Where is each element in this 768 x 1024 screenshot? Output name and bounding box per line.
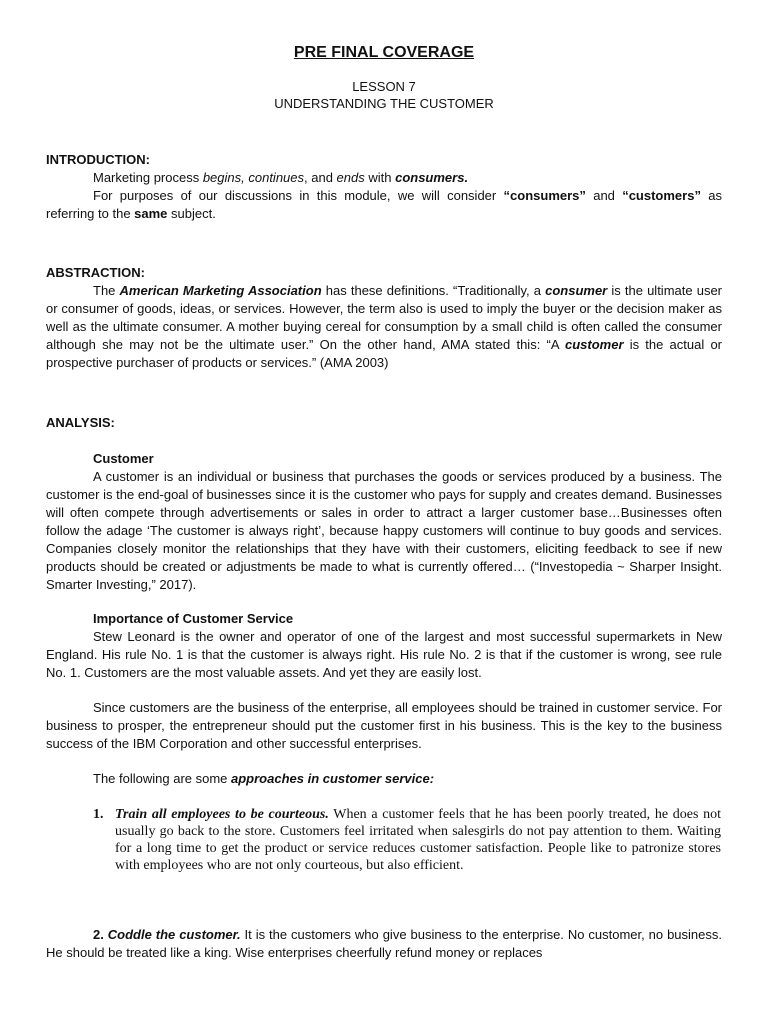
importance-heading: Importance of Customer Service xyxy=(93,611,294,626)
introduction-heading: INTRODUCTION: xyxy=(46,152,150,167)
lesson-number: LESSON 7 xyxy=(352,79,416,94)
page-title: PRE FINAL COVERAGE xyxy=(293,44,475,61)
customer-heading: Customer xyxy=(93,451,154,466)
since-section xyxy=(46,699,722,753)
abstraction-section xyxy=(46,264,722,372)
abstraction-paragraph: The American Marketing Association has these definitions. “Traditionally, a consumer is the ultimate user or consumer of goods, ideas, or services. However, the term also is used to imply the buyer or the decision maker as well as the ultimate consumer. A mother buying cereal for consumption by a small child is often called the consumer although she may not be the ultimate user.” On the other hand, AMA stated this: “A customer is the actual or prospective purchaser of products or services.” (AMA 2003) xyxy=(46,283,723,370)
abstraction-heading: ABSTRACTION: xyxy=(46,265,145,280)
document-page xyxy=(46,0,722,1024)
approach-item-1: 1. Train all employees to be courteous. When a customer feels that he has been poorly treated, he does not usually go back to the store. Customers feel irritated when salesgirls do not pay attention to them. Waiting for a long time to get the product or service reduces customer satisfaction. People like to patronize stores with employees who are not only courteous, but also efficient. xyxy=(93,807,721,873)
introduction-line-1: Marketing process begins, continues, and ends with consumers. xyxy=(93,170,469,185)
importance-section xyxy=(46,610,722,682)
since-paragraph: Since customers are the business of the enterprise, all employees should be trained in customer service. For business to prosper, the entrepreneur should put the customer first in his business. This is the key to the business success of the IBM Corporation and other successful enterprises. xyxy=(46,700,722,751)
lesson-title: UNDERSTANDING THE CUSTOMER xyxy=(274,96,494,111)
customer-paragraph: A customer is an individual or business that purchases the goods or services produced by a business. The customer is the end-goal of businesses since it is the customer who pays for supply and creates demand. Businesses will often compete through advertisements or sales in order to attract a larger customer base…Businesses often follow the adage ‘The customer is always right’, because happy customers will continue to buy goods and services. Companies closely monitor the relationships that they have with their customers, eliciting feedback to see if new products should be created or adjustments be made to what is currently offered… (“Investopedia ~ Sharper Insight. Smarter Investing,” 2017). xyxy=(46,469,722,592)
customer-section xyxy=(46,450,722,594)
analysis-heading: ANALYSIS: xyxy=(46,415,115,430)
approach-item-2: 2. Coddle the customer. It is the customers who give business to the enterprise. No customer, no business. He should be treated like a king. Wise enterprises cheerfully refund money or replaces xyxy=(46,927,722,960)
importance-paragraph: Stew Leonard is the owner and operator of one of the largest and most successful supermarkets in New England. His rule No. 1 is that the customer is always right. His rule No. 2 is that if the customer is wrong, see rule No. 1. Customers are the most valuable assets. And yet they are easily lost. xyxy=(46,629,722,680)
approach-item-1-number: 1. xyxy=(93,807,104,822)
approaches-intro: The following are some approaches in customer service: xyxy=(93,771,435,786)
introduction-line-2: For purposes of our discussions in this module, we will consider “consumers” and “customers” as referring to the same subject. xyxy=(46,188,722,221)
introduction-section xyxy=(46,151,722,223)
